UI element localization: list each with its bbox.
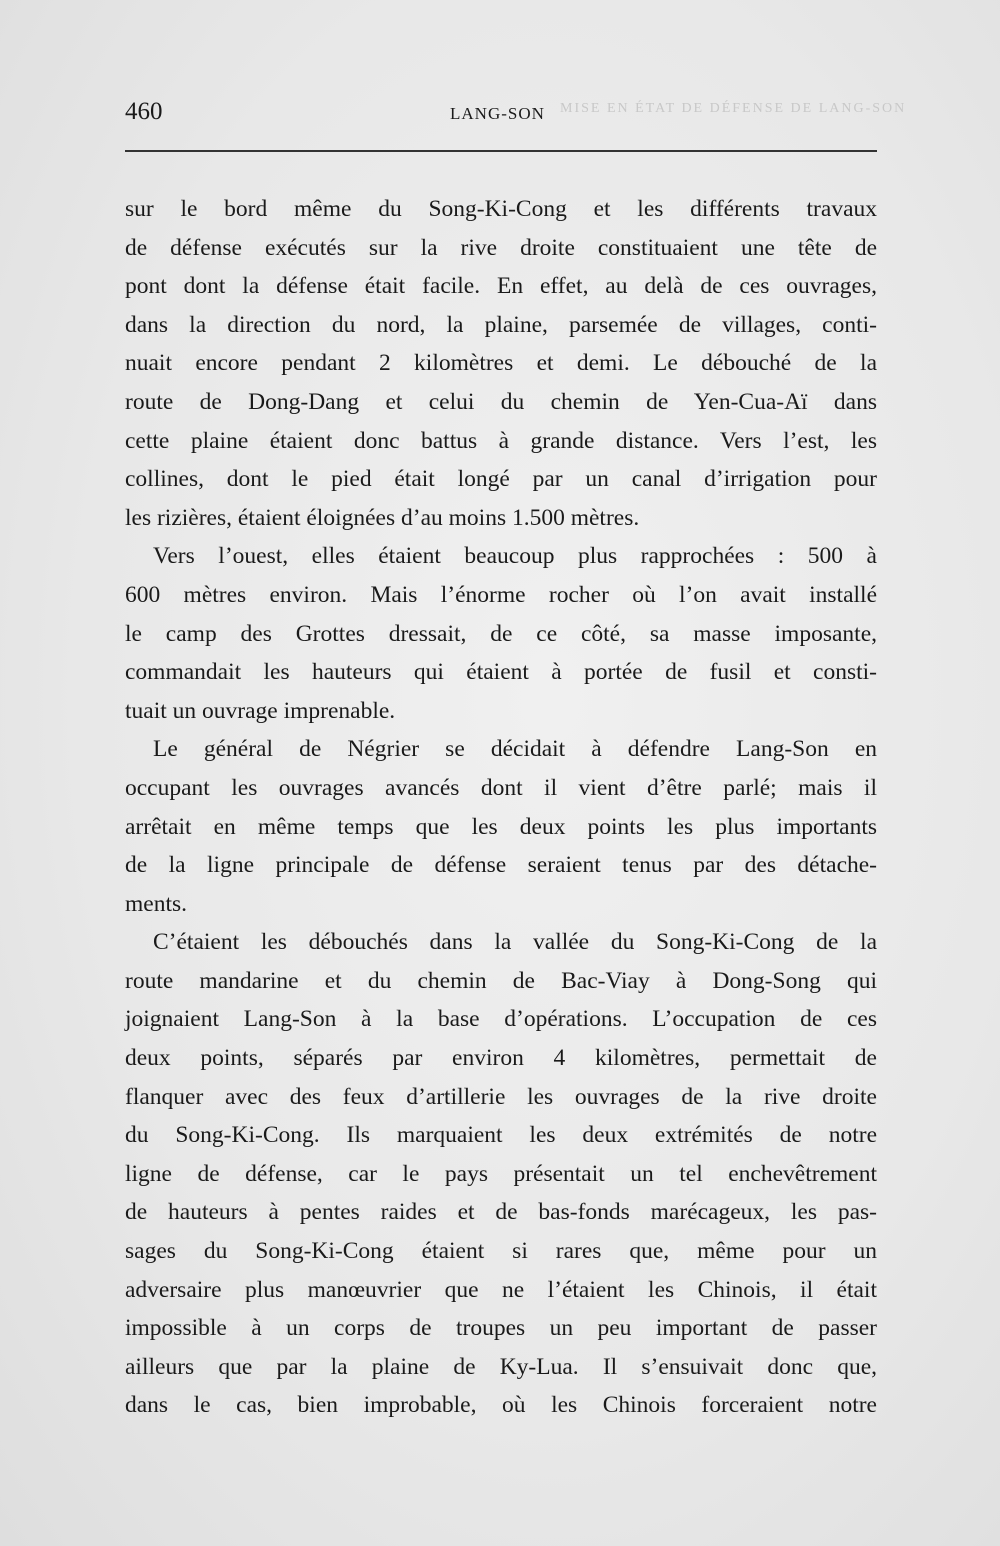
text-line: les rizières, étaient éloignées d’au moins 1.500 mètres. bbox=[125, 504, 640, 531]
text-line: deux points, séparés par environ 4 kilomètres, permettait de bbox=[125, 1045, 877, 1072]
text-line: Le général de Négrier se décidait à défendre Lang-Son en bbox=[153, 736, 877, 763]
text-line: collines, dont le pied était longé par un canal d’irrigation pour bbox=[125, 466, 877, 493]
text-line: route de Dong-Dang et celui du chemin de Yen-Cua-Aï dans bbox=[125, 388, 877, 415]
text-line: tuait un ouvrage imprenable. bbox=[125, 697, 396, 724]
header-rule bbox=[125, 150, 877, 152]
text-line: de défense exécutés sur la rive droite constituaient une tête de bbox=[125, 234, 877, 261]
text-line: ailleurs que par la plaine de Ky-Lua. Il s’ensuivait donc que, bbox=[125, 1353, 877, 1380]
text-line: adversaire plus manœuvrier que ne l’étaient les Chinois, il était bbox=[125, 1276, 877, 1303]
text-line: sur le bord même du Song-Ki-Cong et les différents travaux bbox=[125, 196, 877, 222]
text-line: C’étaient les débouchés dans la vallée du Song-Ki-Cong de la bbox=[153, 929, 877, 956]
text-line: commandait les hauteurs qui étaient à portée de fusil et consti- bbox=[125, 659, 877, 686]
text-line: nuait encore pendant 2 kilomètres et demi. Le débouché de la bbox=[125, 350, 877, 377]
text-line: de hauteurs à pentes raides et de bas-fonds marécageux, les pas- bbox=[125, 1199, 877, 1226]
running-head: LANG-SON bbox=[450, 104, 545, 123]
text-line: du Song-Ki-Cong. Ils marquaient les deux extrémités de notre bbox=[125, 1122, 877, 1149]
text-line: arrêtait en même temps que les deux points les plus importants bbox=[125, 813, 877, 840]
text-line: 600 mètres environ. Mais l’énorme rocher où l’on avait installé bbox=[125, 581, 877, 608]
body-text bbox=[125, 190, 877, 1425]
text-line: impossible à un corps de troupes un peu important de passer bbox=[125, 1315, 877, 1342]
text-line: sages du Song-Ki-Cong étaient si rares que, même pour un bbox=[125, 1238, 877, 1265]
text-line: le camp des Grottes dressait, de ce côté, sa masse imposante, bbox=[125, 620, 877, 647]
text-line: joignaient Lang-Son à la base d’opérations. L’occupation de ces bbox=[125, 1006, 877, 1033]
text-line: occupant les ouvrages avancés dont il vient d’être parlé; mais il bbox=[125, 774, 877, 801]
text-line: route mandarine et du chemin de Bac-Viay à Dong-Song qui bbox=[125, 967, 877, 994]
text-line: dans la direction du nord, la plaine, parsemée de villages, conti- bbox=[125, 311, 877, 338]
page-number: 460 bbox=[125, 98, 163, 125]
text-line: pont dont la défense était facile. En effet, au delà de ces ouvrages, bbox=[125, 273, 877, 300]
text-line: dans le cas, bien improbable, où les Chinois forceraient notre bbox=[125, 1392, 877, 1419]
bleed-through-text: MISE EN ÉTAT DE DÉFENSE DE LANG-SON bbox=[560, 101, 907, 116]
text-line: cette plaine étaient donc battus à grande distance. Vers l’est, les bbox=[125, 427, 877, 454]
text-line: Vers l’ouest, elles étaient beaucoup plus rapprochées : 500 à bbox=[153, 543, 877, 570]
text-line: de la ligne principale de défense seraient tenus par des détache- bbox=[125, 852, 877, 879]
text-line: ments. bbox=[125, 890, 188, 917]
page-header bbox=[125, 98, 877, 138]
text-line: flanquer avec des feux d’artillerie les ouvrages de la rive droite bbox=[125, 1083, 877, 1110]
text-line: ligne de défense, car le pays présentait un tel enchevêtrement bbox=[125, 1160, 877, 1187]
